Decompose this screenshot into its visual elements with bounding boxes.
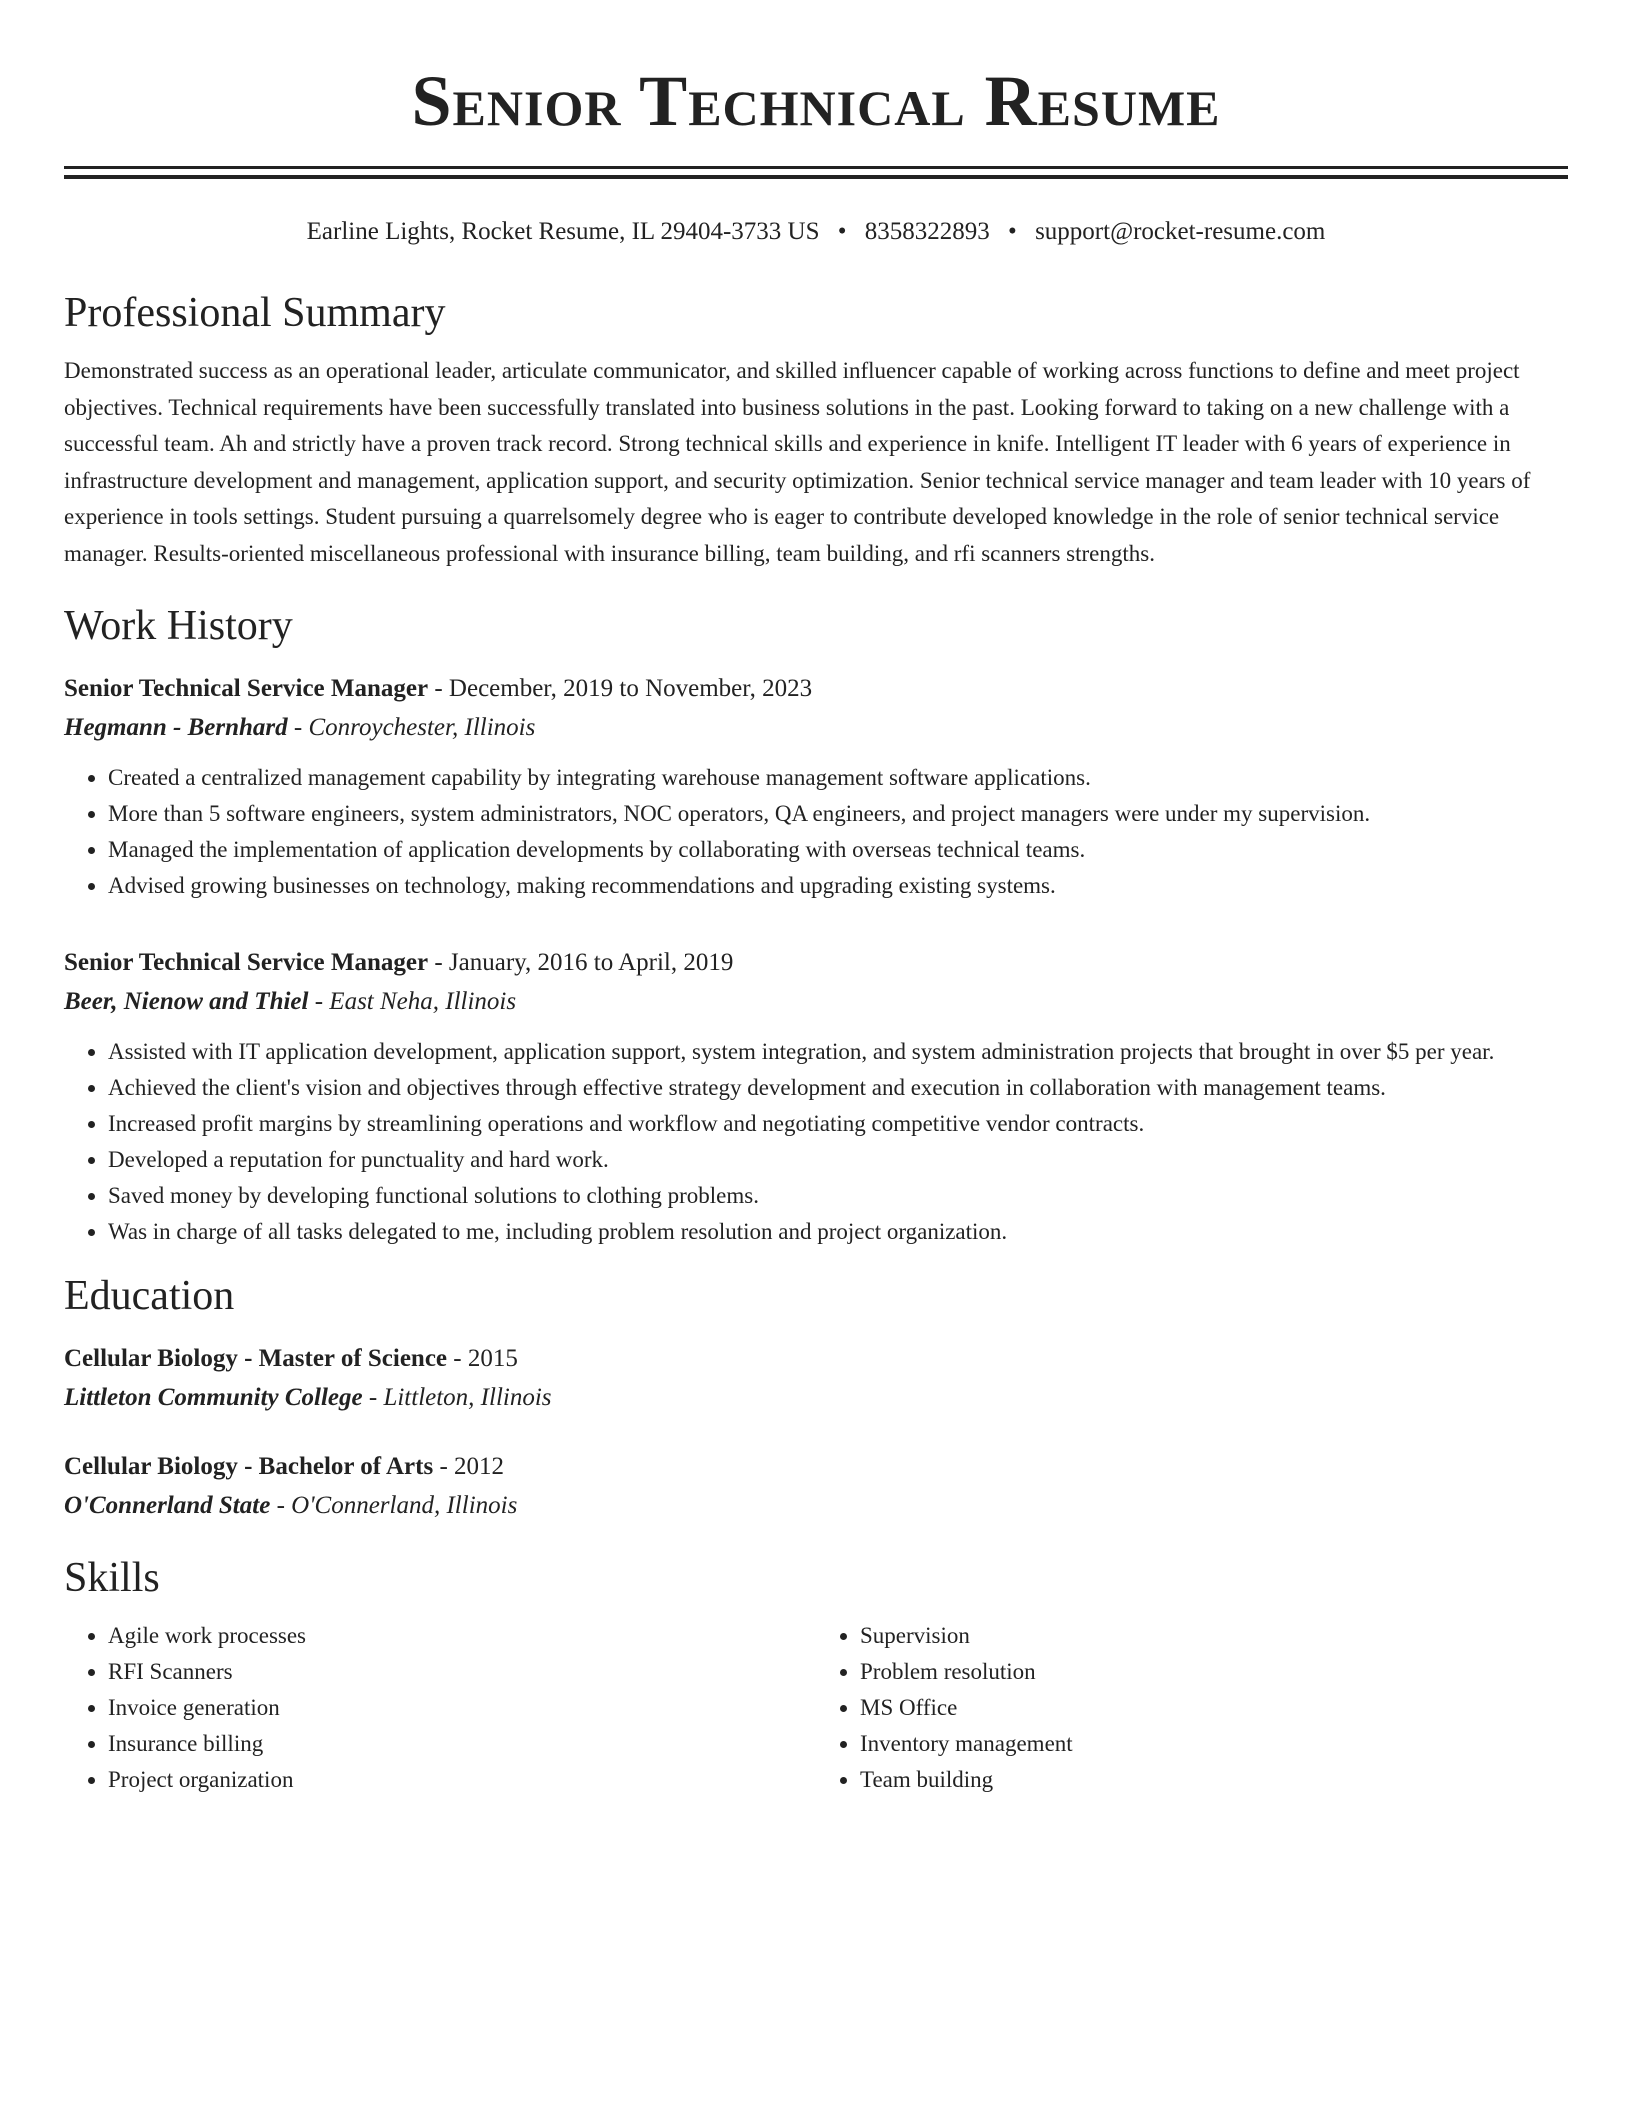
section-heading-summary: Professional Summary [64,290,446,336]
title-divider-thin [64,166,1568,169]
education-location: - Littleton, Illinois [362,1384,552,1411]
skills-columns [64,1618,1568,1798]
contact-separator: • [837,218,847,245]
job-bullet: • Saved money by developing functional solutions to clothing problems. [108,1178,1568,1214]
skill-item: • Insurance billing [108,1726,816,1762]
education-school-line [64,1486,1568,1526]
job-location: - East Neha, Illinois [308,988,517,1015]
education-year: - 2012 [433,1453,505,1480]
contact-phone: 8358322893 [864,218,990,245]
job-company-line [64,982,1568,1022]
section-heading-work-history: Work History [64,603,293,649]
education-school-line [64,1378,1568,1418]
job-bullet: • Developed a reputation for punctuality and hard work. [108,1142,1568,1178]
education-entry [64,1448,1568,1526]
education-degree: Cellular Biology - Master of Science [64,1345,448,1372]
job-dates: - December, 2019 to November, 2023 [428,675,813,702]
education-location: - O'Connerland, Illinois [270,1492,518,1519]
resume-title: Senior Technical Resume [411,61,1221,141]
skill-item: • Team building [860,1762,1568,1798]
job-bullet: • Advised growing businesses on technology, making recommendations and upgrading existing systems. [108,868,1568,904]
contact-email: support@rocket-resume.com [1035,218,1326,245]
job-title-line [64,670,1568,708]
skill-item: • Problem resolution [860,1654,1568,1690]
contact-separator: • [1008,218,1017,245]
summary-text: Demonstrated success as an operational leader, articulate communicator, and skilled influencer capable of working across functions to define and meet project objectives. Technical requirements have been successfully translated into business solutions in the past. Looking forward to taking on a new challenge with a successful team. Ah and strictly have a proven track record. Strong technical skills and experience in knife. Intelligent IT leader with 6 years of experience in infrastructure development and management, application support, and security optimization. Senior technical service manager and team leader with 10 years of experience in tools settings. Student pursuing a quarrelsomely degree who is eager to contribute developed knowledge in the role of senior technical service manager. Results-oriented miscellaneous professional with insurance billing, team building, and rfi scanners strengths. [64,358,1531,566]
skill-item: • Supervision [860,1618,1568,1654]
skills-list-left [64,1618,816,1798]
job-location: - Conroychester, Illinois [287,714,536,741]
job-bullet: • Managed the implementation of application developments by collaborating with overseas technical teams. [108,832,1568,868]
skill-item: • Invoice generation [108,1690,816,1726]
job-bullet: • Created a centralized management capability by integrating warehouse management software applications. [108,760,1568,796]
skill-item: • Project organization [108,1762,816,1798]
job-entry [64,670,1568,904]
title-divider-thick [64,175,1568,179]
education-degree: Cellular Biology - Bachelor of Arts [64,1453,434,1480]
job-bullet: • Achieved the client's vision and objectives through effective strategy development and execution in collaboration with management teams. [108,1070,1568,1106]
education-entry [64,1340,1568,1418]
education-degree-line [64,1448,1568,1486]
job-bullet: • More than 5 software engineers, system administrators, NOC operators, QA engineers, and project managers were under my supervision. [108,796,1568,832]
section-heading-education: Education [64,1273,235,1319]
job-title: Senior Technical Service Manager [64,949,429,976]
job-company: Beer, Nienow and Thiel [64,988,309,1015]
job-dates: - January, 2016 to April, 2019 [428,949,734,976]
skill-item: • MS Office [860,1690,1568,1726]
skills-list-right [816,1618,1568,1798]
job-bullet: • Increased profit margins by streamlining operations and workflow and negotiating competitive vendor contracts. [108,1106,1568,1142]
job-bullet: • Assisted with IT application development, application support, system integration, and system administration projects that brought in over $5 per year. [108,1034,1568,1070]
job-title: Senior Technical Service Manager [64,675,429,702]
education-degree-line [64,1340,1568,1378]
job-entry [64,944,1568,1250]
job-company: Hegmann - Bernhard [64,714,288,741]
job-bullet: • Was in charge of all tasks delegated to me, including problem resolution and project organization. [108,1214,1568,1250]
job-title-line [64,944,1568,982]
education-school: O'Connerland State [64,1492,271,1519]
education-year: - 2015 [447,1345,518,1372]
contact-line [64,215,1568,249]
contact-address: Earline Lights, Rocket Resume, IL 29404-3733 US [306,218,820,245]
education-school: Littleton Community College [64,1384,363,1411]
skill-item: • Inventory management [860,1726,1568,1762]
job-company-line [64,708,1568,748]
skill-item: • Agile work processes [108,1618,816,1654]
job-bullets [64,1034,1568,1250]
skill-item: • RFI Scanners [108,1654,816,1690]
job-bullets [64,760,1568,904]
section-heading-skills: Skills [64,1555,160,1601]
